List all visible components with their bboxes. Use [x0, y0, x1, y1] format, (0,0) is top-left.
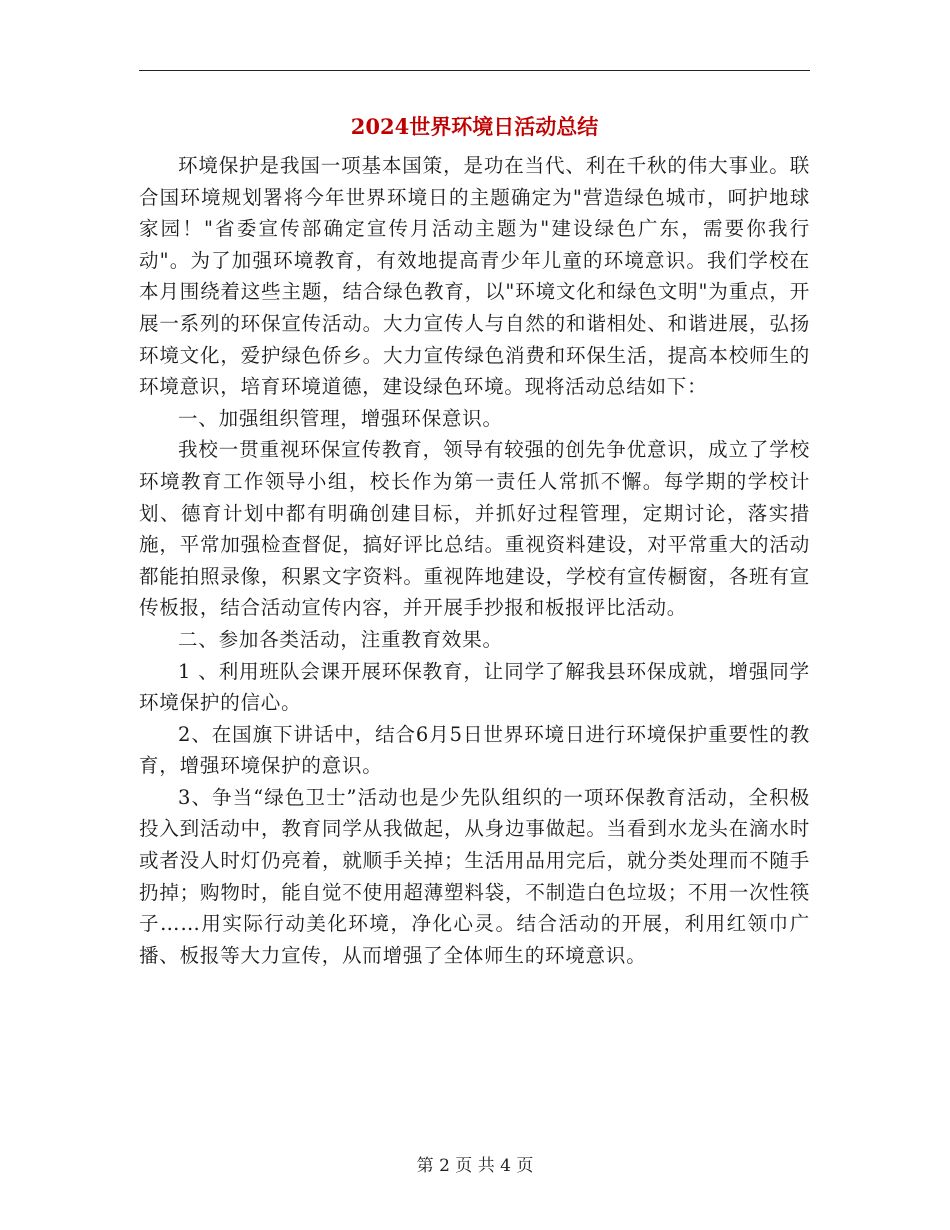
- document-title: 2024世界环境日活动总结: [350, 114, 599, 139]
- section-heading-2: 二、参加各类活动，注重教育效果。: [178, 627, 503, 651]
- paragraph-organization: 我校一贯重视环保宣传教育，领导有较强的创先争优意识，成立了学校环境教育工作领导小组，校长作为第一责任人常抓不懈。每学期的学校计划、德育计划中都有明确创建目标，并抓好过程管理，定期讨论，落实措施，平常加强检查督促，搞好评比总结。重视资料建设，对平常重大的活动都能拍照录像，积累文字资料。重视阵地建设，学校有宣传橱窗，各班有宣传板报，结合活动宣传内容，并开展手抄报和板报评比活动。: [139, 438, 810, 620]
- section-heading-1: 一、加强组织管理，增强环保意识。: [178, 406, 503, 430]
- page-footer: 第 2 页 共 4 页: [416, 1156, 534, 1176]
- list-item-1: 1 、利用班队会课开展环保教育，让同学了解我县环保成就，增强同学环境保护的信心。: [139, 659, 810, 715]
- list-item-3: 3、争当“绿色卫士”活动也是少先队组织的一项环保教育活动，全积极投入到活动中，教育同学从我做起，从身边事做起。当看到水龙头在滴水时或者没人时灯仍亮着，就顺手关掉；生活用品用完后，就分类处理而不随手扔掉；购物时，能自觉不使用超薄塑料袋，不制造白色垃圾；不用一次性筷子……用实际行动美化环境，净化心灵。结合活动的开展，利用红领巾广播、板报等大力宣传，从而增强了全体师生的环境意识。: [139, 785, 810, 967]
- paragraph-intro: 环境保护是我国一项基本国策，是功在当代、利在千秋的伟大事业。联合国环境规划署将今年世界环境日的主题确定为"营造绿色城市，呵护地球家园！"省委宣传部确定宣传月活动主题为"建设绿色广东，需要你我行动"。为了加强环境教育，有效地提高青少年儿童的环境意识。我们学校在本月围绕着这些主题，结合绿色教育，以"环境文化和绿色文明"为重点，开展一系列的环保宣传活动。大力宣传人与自然的和谐相处、和谐进展，弘扬环境文化，爱护绿色侨乡。大力宣传绿色消费和环保生活，提高本校师生的环境意识，培育环境道德，建设绿色环境。现将活动总结如下：: [139, 154, 810, 399]
- list-item-2: 2、在国旗下讲话中，结合6月5日世界环境日进行环境保护重要性的教育，增强环境保护的意识。: [139, 722, 810, 778]
- header-rule: [139, 70, 810, 71]
- document-body: [139, 150, 810, 971]
